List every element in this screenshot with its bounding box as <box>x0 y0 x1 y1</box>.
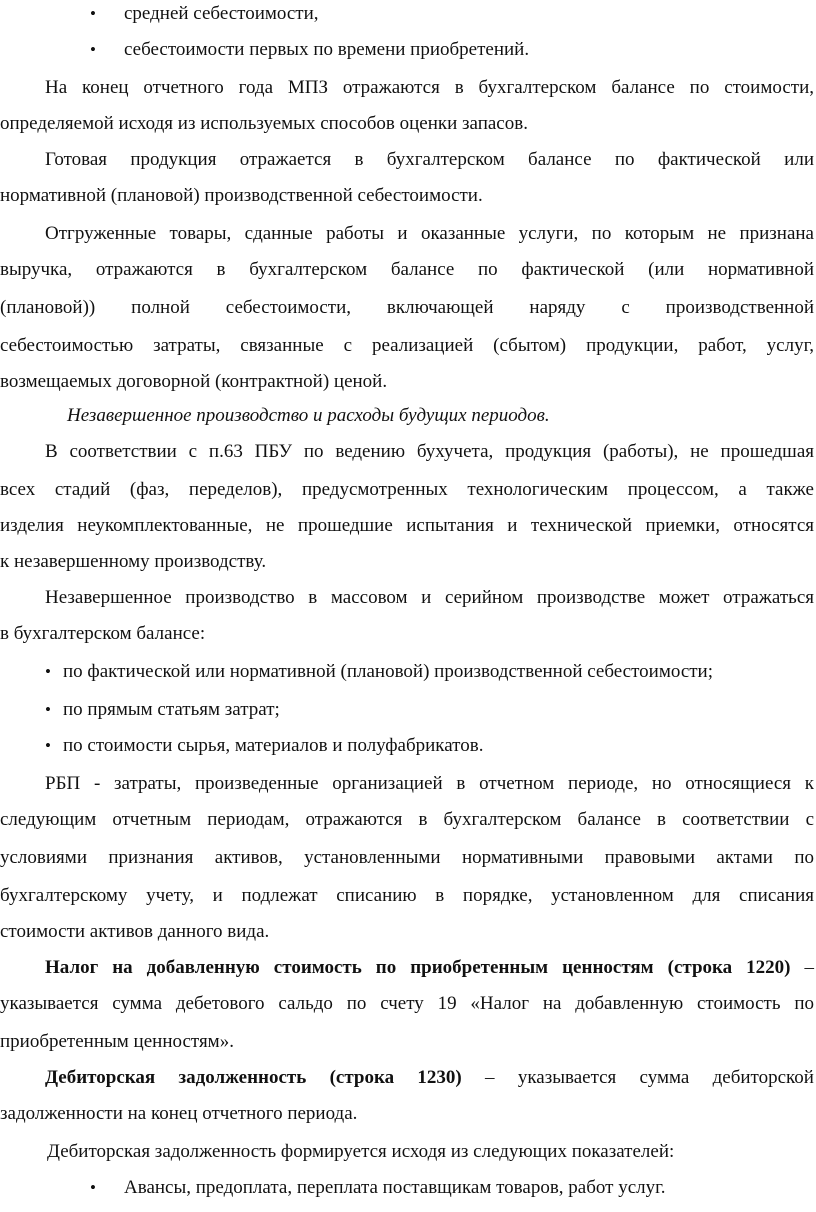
section-heading: Незавершенное производство и расходы будущих периодов. <box>67 405 550 426</box>
paragraph-pbu-line: к незавершенному производству. <box>0 551 267 572</box>
list-item: по фактической или нормативной (плановой) производственной себестоимости; <box>63 661 714 682</box>
receivables-heading: Дебиторская задолженность (строка 1230) <box>45 1067 462 1088</box>
paragraph-rbp-line: следующим отчетным периодам, отражаются в бухгалтерском балансе в соответствии с <box>0 809 814 830</box>
paragraph-mpz-line: определяемой исходя из используемых способов оценки запасов. <box>0 113 528 134</box>
list-item: себестоимости первых по времени приобретений. <box>124 39 530 60</box>
paragraph-shipped-goods-line: Отгруженные товары, сданные работы и оказанные услуги, по которым не признана <box>45 223 814 244</box>
paragraph-shipped-goods-line: (плановой)) полной себестоимости, включающей наряду с производственной <box>0 297 814 318</box>
paragraph-pbu-line: В соответствии с п.63 ПБУ по ведению бухучета, продукция (работы), не прошедшая <box>45 441 814 462</box>
list-item: по стоимости сырья, материалов и полуфабрикатов. <box>63 735 484 756</box>
list-item: средней себестоимости, <box>124 3 319 24</box>
list-item: по прямым статьям затрат; <box>63 699 280 720</box>
paragraph-shipped-goods-line: выручка, отражаются в бухгалтерском балансе по фактической (или нормативной <box>0 259 814 280</box>
paragraph-receivables-line <box>0 1066 814 1090</box>
paragraph-rbp-line: РБП - затраты, произведенные организацией в отчетном периоде, но относящиеся к <box>45 773 814 794</box>
bullet-marker: • <box>45 700 51 719</box>
paragraph-rbp-line: бухгалтерскому учету, и подлежат списанию в порядке, установленном для списания <box>0 885 814 906</box>
paragraph-formation: Дебиторская задолженность формируется исходя из следующих показателей: <box>47 1141 675 1162</box>
paragraph-vat-line <box>0 956 814 980</box>
paragraph-shipped-goods-line: себестоимостью затраты, связанные с реализацией (сбытом) продукции, работ, услуг, <box>0 335 814 356</box>
vat-heading: Налог на добавленную стоимость по приобретенным ценностям (строка 1220) <box>45 957 791 978</box>
bullet-marker: • <box>90 1178 96 1197</box>
paragraph-mpz-line: На конец отчетного года МПЗ отражаются в бухгалтерском балансе по стоимости, <box>45 77 814 98</box>
paragraph-mass-production-line: Незавершенное производство в массовом и серийном производстве может отражаться <box>45 587 814 608</box>
list-item: Авансы, предоплата, переплата поставщикам товаров, работ услуг. <box>124 1177 666 1198</box>
paragraph-mass-production-line: в бухгалтерском балансе: <box>0 623 206 644</box>
receivables-rest: – указывается сумма дебиторской <box>461 1067 814 1088</box>
vat-dash: – <box>790 957 814 978</box>
paragraph-finished-goods-line: Готовая продукция отражается в бухгалтерском балансе по фактической или <box>45 149 814 170</box>
paragraph-rbp-line: условиями признания активов, установленными нормативными правовыми актами по <box>0 847 814 868</box>
paragraph-receivables-line: задолженности на конец отчетного периода. <box>0 1103 358 1124</box>
paragraph-shipped-goods-line: возмещаемых договорной (контрактной) ценой. <box>0 371 388 392</box>
paragraph-vat-line: приобретенным ценностям». <box>0 1031 234 1052</box>
bullet-marker: • <box>45 736 51 755</box>
paragraph-pbu-line: всех стадий (фаз, переделов), предусмотренных технологическим процессом, а также <box>0 479 814 500</box>
bullet-marker: • <box>90 4 96 23</box>
paragraph-vat-line: указывается сумма дебетового сальдо по счету 19 «Налог на добавленную стоимость по <box>0 993 814 1014</box>
paragraph-finished-goods-line: нормативной (плановой) производственной себестоимости. <box>0 185 483 206</box>
bullet-marker: • <box>90 40 96 59</box>
paragraph-rbp-line: стоимости активов данного вида. <box>0 921 270 942</box>
bullet-marker: • <box>45 662 51 681</box>
paragraph-pbu-line: изделия неукомплектованные, не прошедшие испытания и технической приемки, относятся <box>0 515 814 536</box>
